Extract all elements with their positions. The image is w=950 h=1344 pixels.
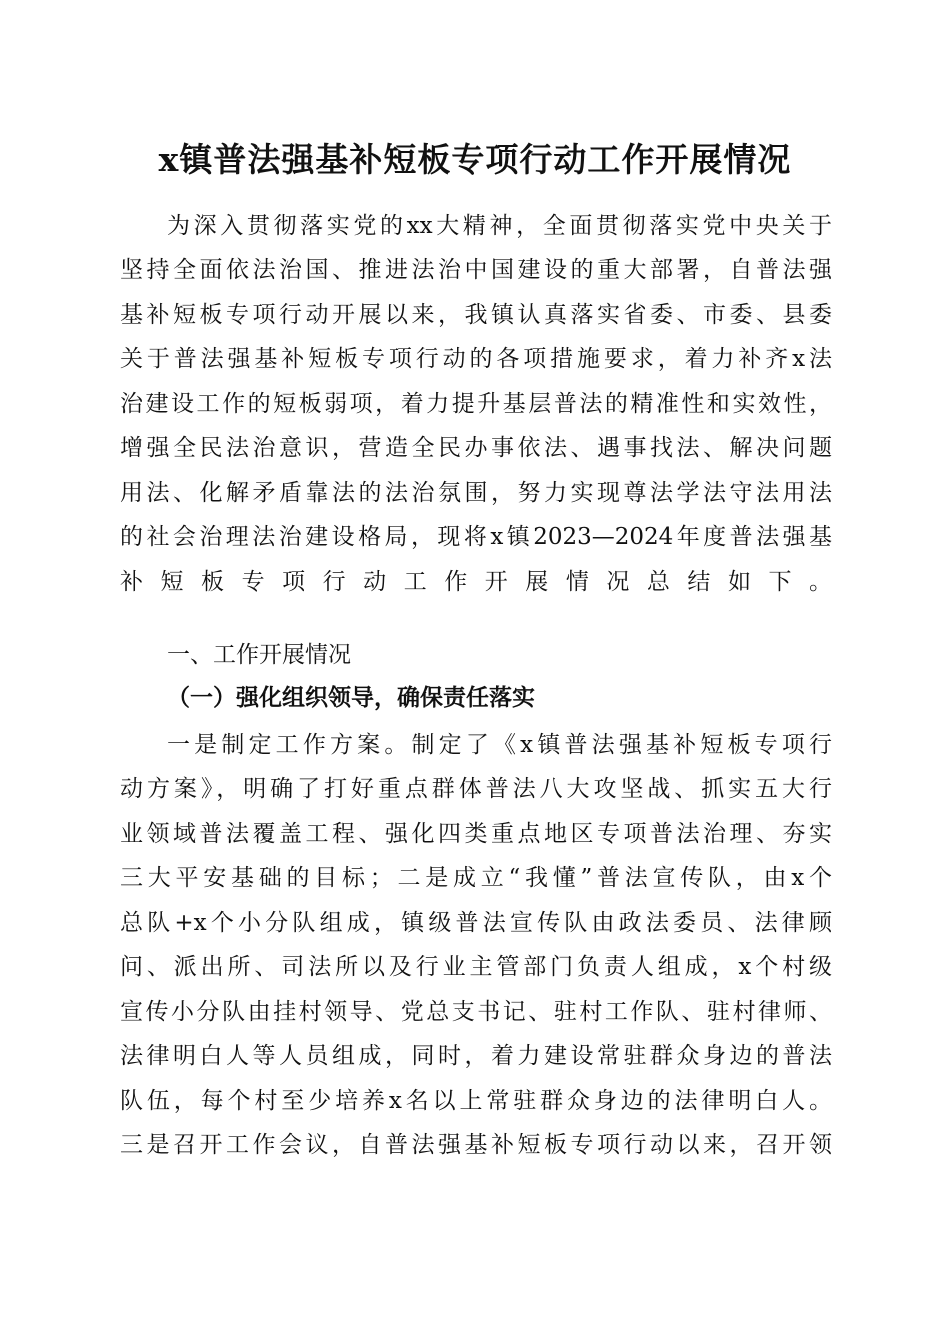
intro-line-4: 关于普法强基补短板专项行动的各项措施要求，着力补齐x法 xyxy=(120,346,832,372)
body-line-2: 动方案》，明确了打好重点群体普法八大攻坚战、抓实五大行 xyxy=(120,776,832,802)
intro-line-2: 坚持全面依法治国、推进法治中国建设的重大部署，自普法强 xyxy=(120,257,832,283)
body-line-8: 法律明白人等人员组成，同时，着力建设常驻群众身边的普法 xyxy=(120,1043,832,1069)
intro-line-9: 补短板专项行动工作开展情况总结如下。 xyxy=(120,569,832,595)
section-heading: 一、工作开展情况 xyxy=(167,642,351,668)
body-line-3: 业领域普法覆盖工程、强化四类重点地区专项普法治理、夯实 xyxy=(120,821,832,847)
intro-line-7: 用法、化解矛盾靠法的法治氛围，努力实现尊法学法守法用法 xyxy=(120,480,832,506)
body-line-6: 问、派出所、司法所以及行业主管部门负责人组成，x个村级 xyxy=(120,954,832,980)
body-line-4: 三大平安基础的目标；二是成立“我懂”普法宣传队，由x个 xyxy=(120,865,832,891)
intro-line-8: 的社会治理法治建设格局，现将x镇2023—2024年度普法强基 xyxy=(120,524,832,550)
document-title: x镇普法强基补短板专项行动工作开展情况 xyxy=(158,140,792,179)
body-line-7: 宣传小分队由挂村领导、党总支书记、驻村工作队、驻村律师、 xyxy=(120,999,832,1025)
body-line-5: 总队+x个小分队组成，镇级普法宣传队由政法委员、法律顾 xyxy=(120,910,832,936)
intro-line-1: 为深入贯彻落实党的xx大精神，全面贯彻落实党中央关于 xyxy=(167,213,832,239)
body-line-10: 三是召开工作会议，自普法强基补短板专项行动以来，召开领 xyxy=(120,1132,832,1158)
subsection-heading: （一）强化组织领导，确保责任落实 xyxy=(167,684,535,711)
intro-line-3: 基补短板专项行动开展以来，我镇认真落实省委、市委、县委 xyxy=(120,302,832,328)
body-line-9: 队伍，每个村至少培养x名以上常驻群众身边的法律明白人。 xyxy=(120,1088,832,1114)
intro-line-5: 治建设工作的短板弱项，着力提升基层普法的精准性和实效性， xyxy=(120,391,832,417)
body-line-1: 一是制定工作方案。制定了《x镇普法强基补短板专项行 xyxy=(167,732,832,758)
intro-line-6: 增强全民法治意识，营造全民办事依法、遇事找法、解决问题 xyxy=(120,435,832,461)
